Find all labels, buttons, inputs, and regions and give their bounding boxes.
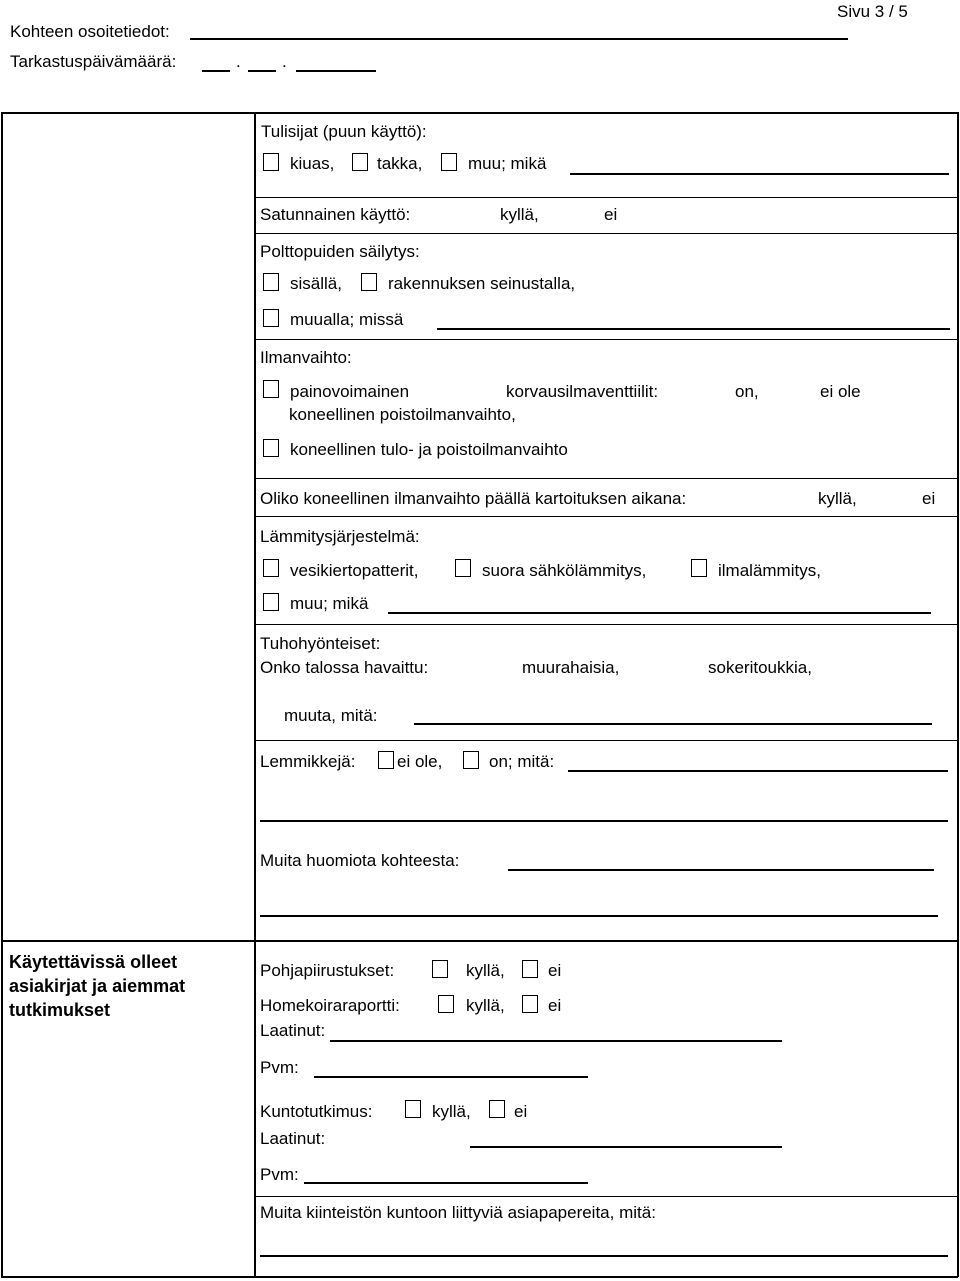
checkbox-floorplans-no[interactable] [522, 960, 538, 978]
option-gravity: painovoimainen [290, 382, 410, 401]
date-day-field[interactable] [202, 70, 230, 72]
option-inside: sisällä, [290, 274, 342, 293]
checkbox-floorplans-yes[interactable] [432, 960, 448, 978]
checkbox-pets-no[interactable] [378, 751, 394, 769]
option-condition-yes: kyllä, [432, 1102, 471, 1121]
date-field[interactable] [314, 1076, 588, 1078]
address-field[interactable] [190, 38, 848, 40]
checkbox-water[interactable] [263, 559, 279, 577]
date-year-field[interactable] [296, 70, 376, 72]
option-other-heating: muu; mikä [290, 594, 369, 613]
option-dogreport-no: ei [548, 996, 562, 1015]
option-takka: takka, [377, 154, 423, 173]
dogreport-label: Homekoiraraportti: [260, 996, 400, 1015]
option-floorplans-yes: kyllä, [466, 961, 505, 980]
occasional-yes[interactable]: kyllä, [500, 205, 539, 224]
option-electric: suora sähkölämmitys, [482, 561, 647, 580]
pests-ants[interactable]: muurahaisia, [522, 658, 620, 677]
firewood-title: Polttopuiden säilytys: [260, 242, 420, 261]
checkbox-kiuas[interactable] [263, 153, 279, 171]
checkbox-air[interactable] [691, 559, 707, 577]
occasional-no[interactable]: ei [604, 205, 618, 224]
option-water: vesikiertopatterit, [290, 561, 419, 580]
condition-label: Kuntotutkimus: [260, 1102, 373, 1121]
pets-type-field[interactable] [568, 770, 948, 772]
checkbox-wall[interactable] [361, 273, 377, 291]
author2-field[interactable] [470, 1146, 782, 1148]
checkbox-dogreport-no[interactable] [522, 995, 538, 1013]
checkbox-inside[interactable] [263, 273, 279, 291]
checkbox-electric[interactable] [455, 559, 471, 577]
option-elsewhere: muualla; missä [290, 310, 404, 329]
checkbox-takka[interactable] [352, 153, 368, 171]
option-muu: muu; mikä [468, 154, 547, 173]
author-label: Laatinut: [260, 1021, 326, 1040]
valves-no[interactable]: ei ole [820, 382, 861, 401]
firewood-location-field[interactable] [437, 328, 950, 330]
pests-other-label: muuta, mitä: [284, 706, 378, 725]
checkbox-gravity[interactable] [263, 380, 279, 398]
fireplaces-title: Tulisijat (puun käyttö): [261, 122, 427, 141]
pests-title: Tuhohyönteiset: [260, 634, 381, 653]
occasional-use-label: Satunnainen käyttö: [260, 205, 411, 224]
valves-yes[interactable]: on, [735, 382, 759, 401]
checkbox-condition-yes[interactable] [405, 1100, 421, 1118]
date-separator: . [282, 52, 287, 71]
option-floorplans-no: ei [548, 961, 562, 980]
option-mech-supply: koneellinen tulo- ja poistoilmanvaihto [290, 440, 568, 459]
option-condition-no: ei [514, 1102, 528, 1121]
ventilation-on-question: Oliko koneellinen ilmanvaihto päällä kartoituksen aikana: [260, 489, 687, 508]
other-docs-label: Muita kiinteistön kuntoon liittyviä asiapapereita, mitä: [260, 1203, 656, 1222]
notes-label: Muita huomiota kohteesta: [260, 851, 460, 870]
checkbox-condition-no[interactable] [489, 1100, 505, 1118]
date2-label: Pvm: [260, 1165, 299, 1184]
fireplace-other-field[interactable] [570, 173, 949, 175]
pests-other-field[interactable] [414, 723, 932, 725]
checkbox-mech-supply[interactable] [263, 439, 279, 457]
checkbox-elsewhere[interactable] [263, 309, 279, 327]
date-month-field[interactable] [248, 70, 276, 72]
pests-question: Onko talossa havaittu: [260, 658, 429, 677]
option-mech-exhaust: koneellinen poistoilmanvaihto, [289, 405, 516, 424]
author2-label: Laatinut: [260, 1129, 326, 1148]
notes-extra-line[interactable] [260, 915, 938, 917]
heating-title: Lämmitysjärjestelmä: [260, 527, 420, 546]
documents-title-line2: asiakirjat ja aiemmat [9, 976, 186, 996]
date-label: Pvm: [260, 1058, 299, 1077]
valves-label: korvausilmaventtiilit: [506, 382, 659, 401]
pests-silverfish[interactable]: sokeritoukkia, [708, 658, 812, 677]
author-field[interactable] [330, 1040, 782, 1042]
address-label: Kohteen osoitetiedot: [10, 22, 170, 41]
option-wall: rakennuksen seinustalla, [388, 274, 576, 293]
checkbox-dogreport-yes[interactable] [438, 995, 454, 1013]
option-pets-no: ei ole, [397, 752, 443, 771]
checkbox-pets-yes[interactable] [463, 751, 479, 769]
option-dogreport-yes: kyllä, [466, 996, 505, 1015]
other-docs-field[interactable] [260, 1255, 948, 1257]
page-number: Sivu 3 / 5 [837, 2, 908, 21]
notes-field[interactable] [508, 869, 934, 871]
inspection-date-label: Tarkastuspäivämäärä: [10, 52, 177, 71]
documents-title-line3: tutkimukset [9, 1000, 111, 1020]
ventilation-on-no[interactable]: ei [922, 489, 936, 508]
date-separator: . [236, 52, 241, 71]
date2-field[interactable] [304, 1182, 588, 1184]
ventilation-on-yes[interactable]: kyllä, [818, 489, 857, 508]
pets-extra-line[interactable] [260, 820, 948, 822]
option-air: ilmalämmitys, [718, 561, 821, 580]
heating-other-field[interactable] [388, 612, 931, 614]
checkbox-muu[interactable] [441, 153, 457, 171]
checkbox-other-heating[interactable] [263, 593, 279, 611]
option-kiuas: kiuas, [290, 154, 335, 173]
option-pets-yes: on; mitä: [489, 752, 555, 771]
pets-label: Lemmikkejä: [260, 752, 356, 771]
ventilation-title: Ilmanvaihto: [260, 348, 352, 367]
documents-title-line1: Käytettävissä olleet [9, 952, 178, 972]
floorplans-label: Pohjapiirustukset: [260, 961, 395, 980]
